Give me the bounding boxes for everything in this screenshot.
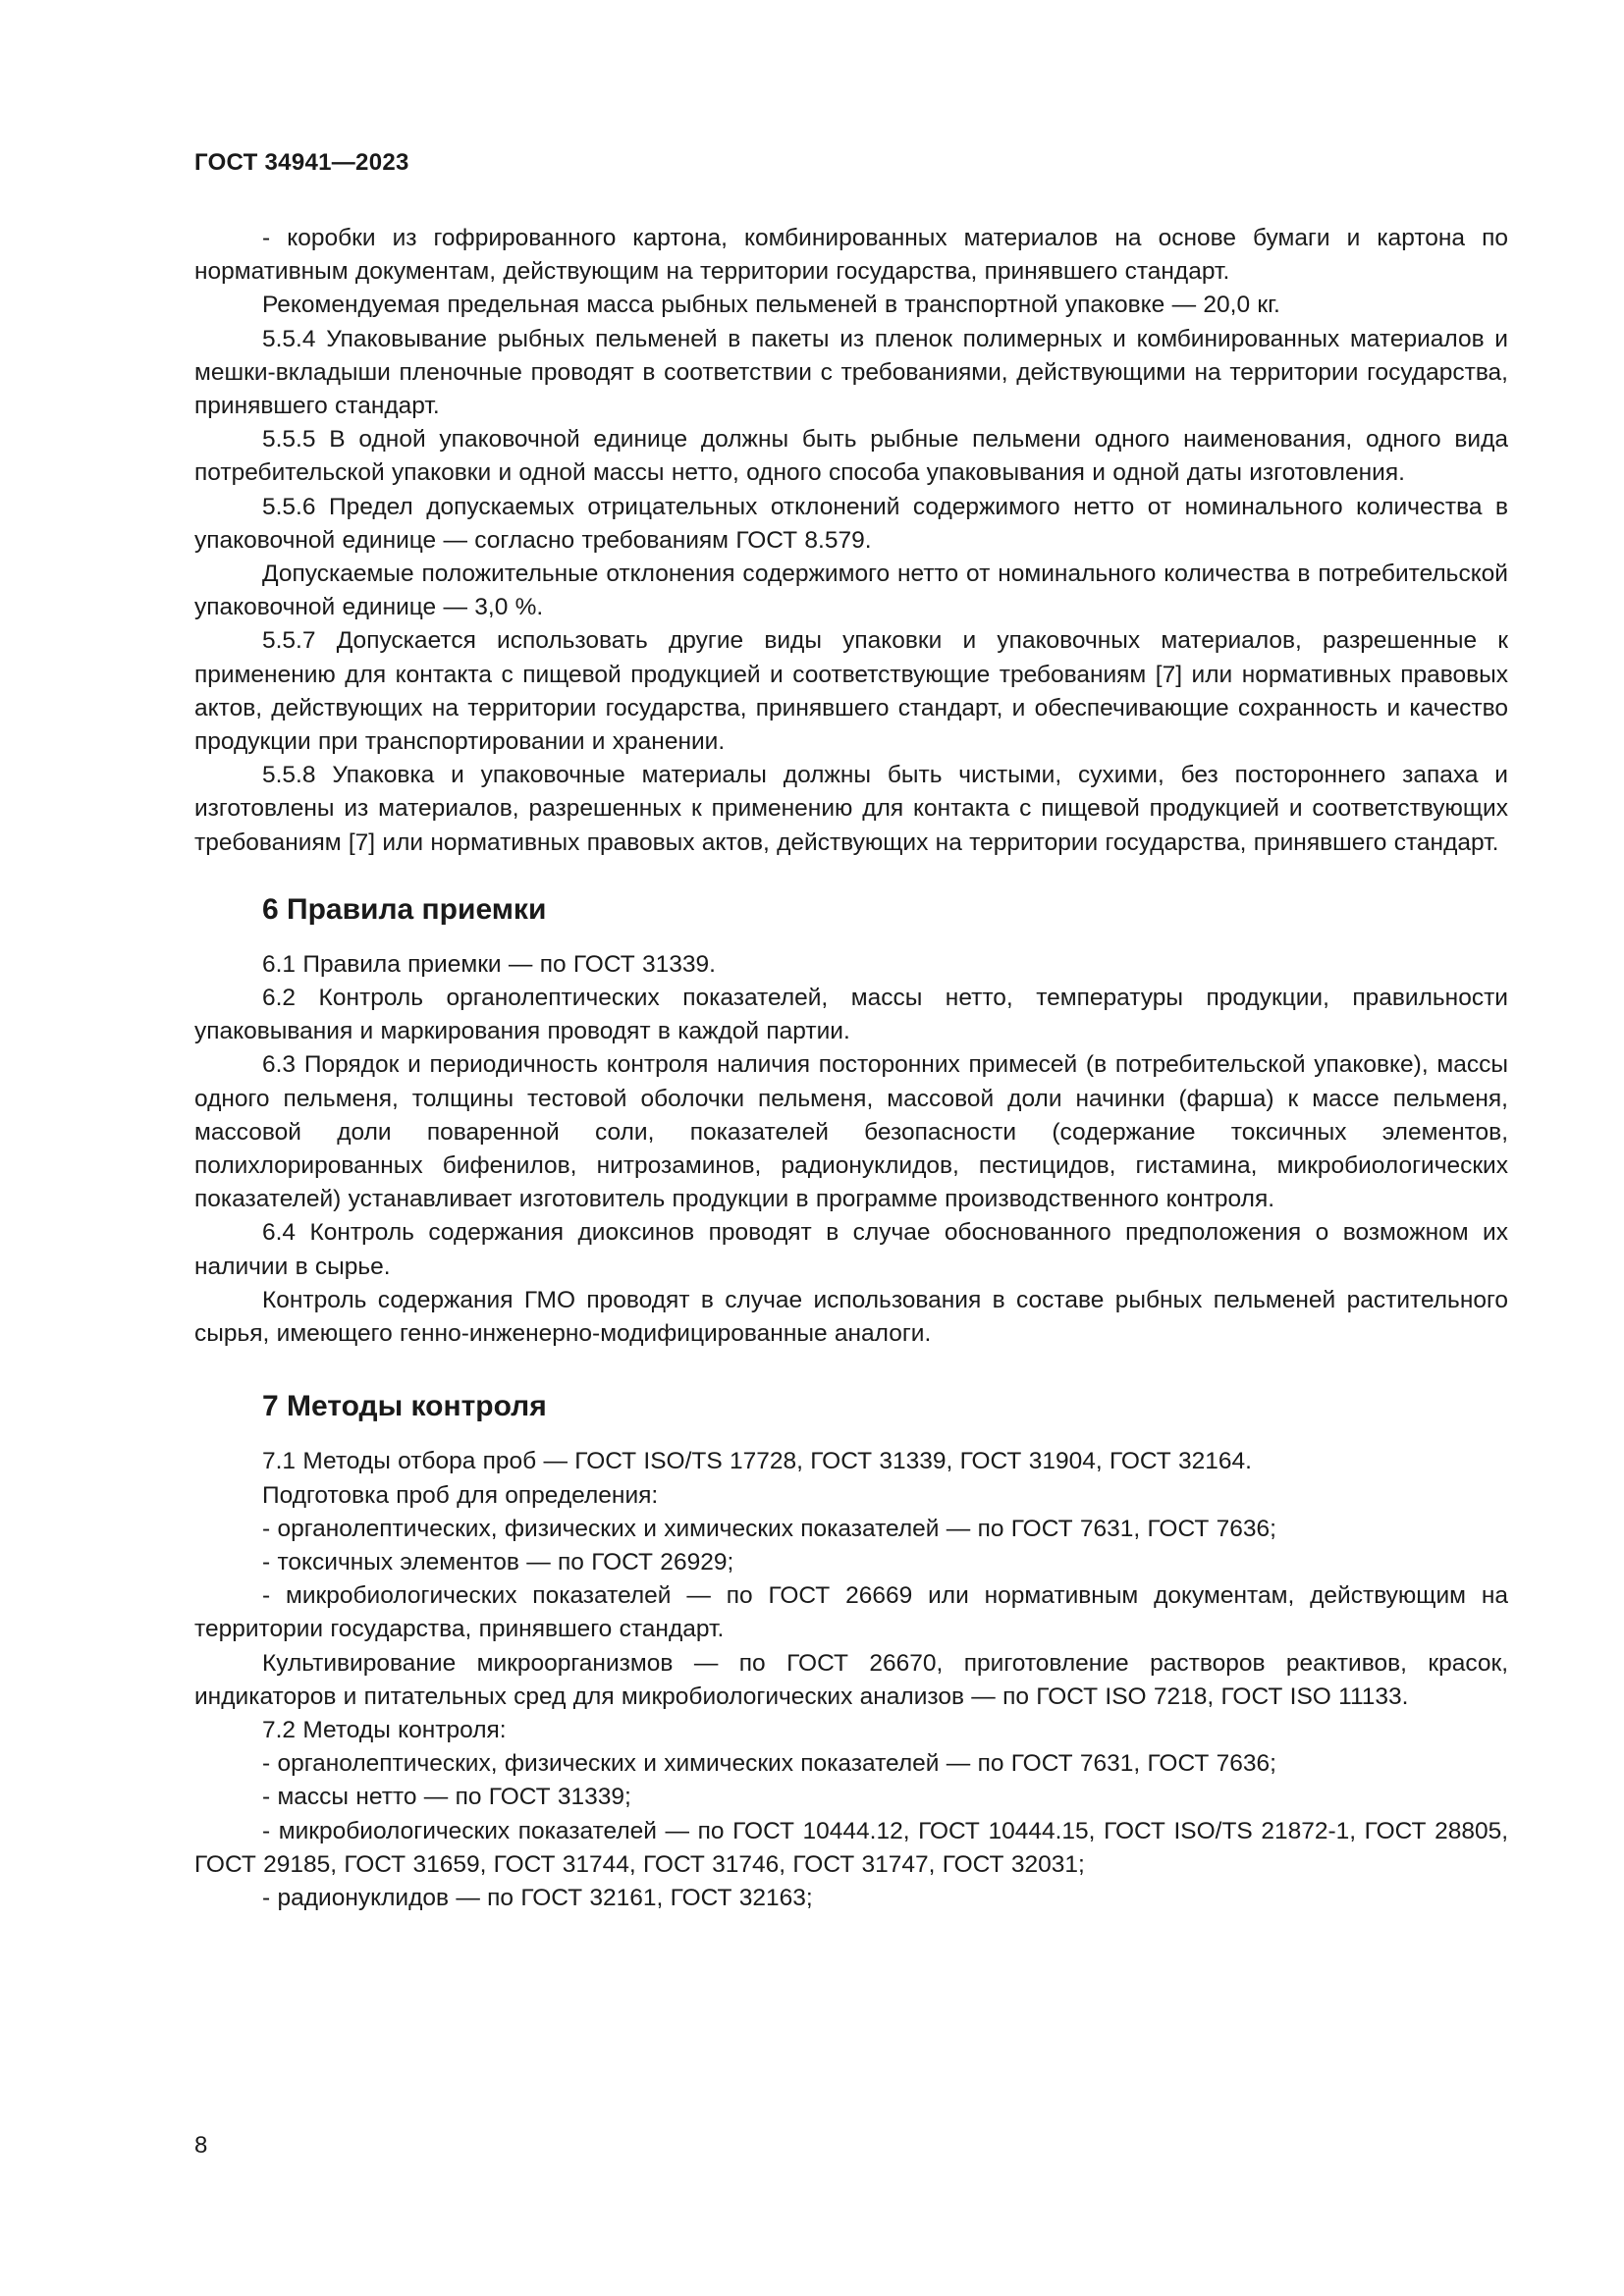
paragraph: 5.5.7 Допускается использовать другие виды упаковки и упаковочных материалов, разрешенные к применению для контакта с пищевой продукцией и соответствующие требованиям [7] или нормативных правовых актов, действующих на территории государства, принявшего стандарт, и обеспечивающие сохранность и качество продукции при транспортировании и хранении.	[194, 627, 1508, 756]
paragraph: Культивирование микроорганизмов — по ГОСТ 26670, приготовление растворов реактивов, красок, индикаторов и питательных сред для микробиологических анализов — по ГОСТ ISO 7218, ГОСТ ISO 11133.	[194, 1649, 1508, 1710]
paragraph: Контроль содержания ГМО проводят в случае использования в составе рыбных пельменей растительного сырья, имеющего генно-инженерно-модифицированные аналоги.	[194, 1286, 1508, 1348]
section-6-body	[194, 948, 1508, 1351]
section-7-body	[194, 1445, 1508, 1915]
list-item: - радионуклидов — по ГОСТ 32161, ГОСТ 32163;	[262, 1884, 813, 1911]
paragraph: 6.3 Порядок и периодичность контроля наличия посторонних примесей (в потребительской упаковке), массы одного пельменя, толщины тестовой оболочки пельменя, массовой доли начинки (фарша) к массе пельменя, массовой доли поваренной соли, показателей безопасности (содержание токсичных элементов, полихлорированных бифенилов, нитрозаминов, радионуклидов, пестицидов, гистамина, микробиологических показателей) устанавливает изготовитель продукции в программе производственного контроля.	[194, 1051, 1508, 1213]
list-item: - органолептических, физических и химических показателей — по ГОСТ 7631, ГОСТ 7636;	[262, 1515, 1276, 1542]
paragraph: Подготовка проб для определения:	[262, 1481, 659, 1509]
page-number: 8	[194, 2132, 208, 2159]
paragraph: 5.5.8 Упаковка и упаковочные материалы должны быть чистыми, сухими, без постороннего запаха и изготовлены из материалов, разрешенных к применению для контакта с пищевой продукцией и соответствующих требованиям [7] или нормативных правовых актов, действующих на территории государства, принявшего стандарт.	[194, 762, 1508, 856]
standard-header: ГОСТ 34941—2023	[194, 149, 409, 176]
paragraph: 5.5.4 Упаковывание рыбных пельменей в пакеты из пленок полимерных и комбинированных материалов и мешки-вкладыши пленочные проводят в соответствии с требованиями, действующими на территории государства, принявшего стандарт.	[194, 325, 1508, 420]
list-item: - микробиологических показателей — по ГОСТ 10444.12, ГОСТ 10444.15, ГОСТ ISO/TS 21872-1, ГОСТ 28805, ГОСТ 29185, ГОСТ 31659, ГОСТ 31744, ГОСТ 31746, ГОСТ 31747, ГОСТ 32031;	[194, 1817, 1508, 1878]
list-item: - массы нетто — по ГОСТ 31339;	[262, 1784, 631, 1811]
paragraph: 6.4 Контроль содержания диоксинов проводят в случае обоснованного предположения о возможном их наличии в сырье.	[194, 1219, 1508, 1280]
document-body	[194, 222, 1508, 1915]
paragraph: Допускаемые положительные отклонения содержимого нетто от номинального количества в потребительской упаковочной единице — 3,0 %.	[194, 561, 1508, 621]
list-item: - токсичных элементов — по ГОСТ 26929;	[262, 1548, 734, 1575]
section-7-heading: 7 Методы контроля	[262, 1390, 547, 1423]
paragraph: 5.5.5 В одной упаковочной единице должны быть рыбные пельмени одного наименования, одного вида потребительской упаковки и одной массы нетто, одного способа упаковывания и одной даты изготовления.	[194, 426, 1508, 487]
paragraph: Рекомендуемая предельная масса рыбных пельменей в транспортной упаковке — 20,0 кг.	[262, 292, 1280, 319]
paragraph: 7.2 Методы контроля:	[262, 1716, 507, 1743]
paragraph: 7.1 Методы отбора проб — ГОСТ ISO/TS 17728, ГОСТ 31339, ГОСТ 31904, ГОСТ 32164.	[262, 1448, 1252, 1475]
section-5-continuation	[194, 222, 1508, 860]
section-6-heading: 6 Правила приемки	[262, 892, 547, 926]
paragraph: 5.5.6 Предел допускаемых отрицательных отклонений содержимого нетто от номинального количества в упаковочной единице — согласно требованиям ГОСТ 8.579.	[194, 493, 1508, 554]
list-item: - органолептических, физических и химических показателей — по ГОСТ 7631, ГОСТ 7636;	[262, 1750, 1276, 1778]
list-item: - микробиологических показателей — по ГОСТ 26669 или нормативным документам, действующим на территории государства, принявшего стандарт.	[194, 1582, 1508, 1643]
paragraph: - коробки из гофрированного картона, комбинированных материалов на основе бумаги и картона по нормативным документам, действующим на территории государства, принявшего стандарт.	[194, 225, 1508, 286]
paragraph: 6.2 Контроль органолептических показателей, массы нетто, температуры продукции, правильности упаковывания и маркирования проводят в каждой партии.	[194, 985, 1508, 1045]
paragraph: 6.1 Правила приемки — по ГОСТ 31339.	[262, 950, 716, 978]
